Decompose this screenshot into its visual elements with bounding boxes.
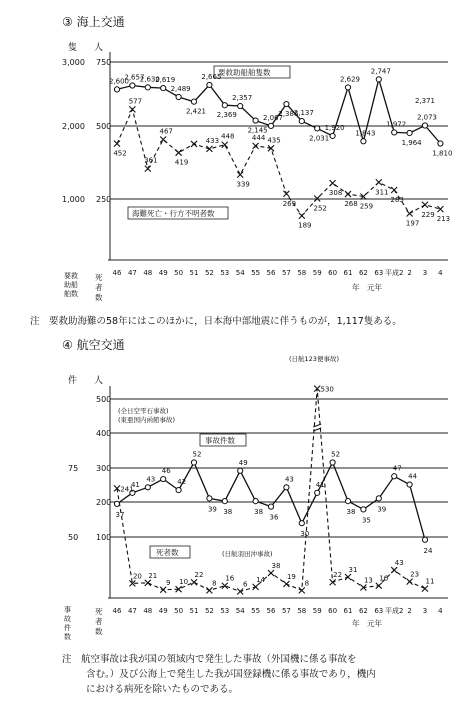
chart1-label-deaths-15: 268 (344, 200, 358, 209)
chart2-label-accidents-18: 47 (392, 464, 402, 473)
chart1-point-vessels-8 (238, 103, 243, 108)
chart2-point-deaths-8 (237, 589, 243, 595)
chart1-label-vessels-21: 1,810 (432, 149, 453, 158)
chart1-label-deaths-3: 467 (159, 127, 173, 136)
chart2-point-deaths-2 (145, 580, 151, 586)
chart1-point-vessels-5 (191, 99, 196, 104)
chart2-point-deaths-15 (345, 574, 351, 580)
chart2-point-accidents-15 (345, 499, 350, 504)
chart1-point-vessels-10 (268, 123, 273, 128)
chart1-x-tick-15: 61 (343, 269, 353, 277)
chart1-x-tick-5: 51 (189, 269, 199, 277)
chart1-point-deaths-17 (376, 179, 382, 185)
chart1-point-deaths-4 (176, 150, 182, 156)
chart2-left-tick-1: 50 (68, 533, 79, 542)
chart2-label-accidents-2: 43 (146, 475, 156, 484)
chart1-label-vessels-7: 2,369 (216, 111, 237, 120)
chart2-label-accidents-11: 43 (284, 475, 294, 484)
chart2-x-tick-6: 52 (204, 607, 214, 615)
chart2-label-deaths-13: 530 (320, 385, 334, 394)
chart1-point-vessels-14 (330, 133, 335, 138)
chart1-x-tick-8: 54 (235, 269, 245, 277)
chart2-label-deaths-3: 9 (165, 578, 171, 587)
chart2-label-accidents-10: 36 (269, 513, 279, 522)
chart1-point-vessels-19 (407, 130, 412, 135)
chart2-x-tick-2: 48 (143, 607, 153, 615)
chart2-point-accidents-11 (284, 485, 289, 490)
chart1-x-tick-9: 55 (251, 269, 261, 277)
chart2-point-accidents-5 (191, 460, 196, 465)
chart1-point-vessels-12 (299, 119, 304, 124)
chart1-x-tick-3: 49 (158, 269, 168, 277)
chart2-annotation-hakodate: (東亜国内函館事故) (118, 416, 176, 424)
chart2-point-accidents-10 (268, 504, 273, 509)
chart2-point-deaths-7 (222, 583, 228, 589)
chart2-x-tick-7: 53 (220, 607, 230, 615)
chart1-point-vessels-18 (392, 130, 397, 135)
chart2-x-tick-21: 4 (438, 607, 443, 615)
chart2-point-deaths-5 (191, 579, 197, 585)
chart1-x-tick-6: 52 (204, 269, 214, 277)
chart2-label-accidents-13: 41 (315, 480, 325, 489)
chart2-point-deaths-9 (253, 584, 259, 590)
chart2-label-accidents-3: 46 (161, 467, 171, 476)
chart2-point-deaths-18 (391, 567, 397, 573)
chart2-x-tick-13: 59 (312, 607, 322, 615)
chart1-label-vessels-5: 2,421 (185, 107, 207, 116)
chart2-point-deaths-6 (206, 587, 212, 593)
chart1-label-vessels-19: 1,964 (401, 138, 422, 147)
chart1-point-vessels-3 (161, 85, 166, 90)
chart2-label-deaths-5: 22 (194, 571, 204, 580)
chart2-note (62, 652, 462, 697)
chart2-annotation-haneda: (日航羽田沖事故) (222, 550, 273, 558)
chart1-point-vessels-0 (114, 87, 119, 92)
chart2-row-label-left: 事故件数 (64, 606, 71, 641)
chart2-x-tick-4: 50 (174, 607, 184, 615)
chart1-x-tick-7: 53 (220, 269, 230, 277)
chart1-x-tick-19: 2 (407, 269, 412, 277)
chart1-label-deaths-13: 252 (313, 204, 327, 213)
chart1-x-tick-21: 4 (438, 269, 443, 277)
chart2-right-tick-4: 100 (96, 533, 112, 542)
chart2-point-accidents-9 (253, 499, 258, 504)
chart1-point-vessels-17 (376, 77, 381, 82)
chart2-label-deaths-15: 31 (348, 566, 358, 575)
chart1-label-deaths-1: 577 (128, 97, 143, 106)
chart1-label-deaths-6: 433 (205, 136, 220, 145)
chart2-label-deaths-9: 14 (256, 575, 266, 584)
chart1-point-deaths-15 (345, 191, 351, 197)
chart2-label-deaths-14: 22 (333, 571, 343, 580)
chart1-label-vessels-10: 2,067 (262, 113, 284, 122)
chart2-point-accidents-13 (315, 490, 320, 495)
chart2-label-deaths-12: 8 (304, 579, 310, 588)
chart2-label-accidents-17: 39 (377, 505, 387, 514)
chart1-label-deaths-19: 197 (405, 219, 420, 228)
chart2-x-footnote: 年 元年 (352, 619, 382, 628)
chart1-point-vessels-11 (284, 101, 289, 106)
chart2-point-deaths-20 (422, 586, 428, 592)
chart2-x-tick-11: 57 (281, 607, 291, 615)
chart1-point-deaths-21 (437, 206, 443, 212)
chart2-label-accidents-8: 49 (238, 458, 248, 467)
chart1-point-deaths-0 (114, 141, 120, 147)
chart2-point-accidents-18 (392, 474, 397, 479)
chart1-label-deaths-14: 308 (328, 189, 343, 198)
chart2-legend-text-2: 死者数 (156, 548, 179, 557)
chart1-label-deaths-12: 189 (298, 221, 312, 230)
chart2-x-tick-20: 3 (422, 607, 428, 615)
chart1-label-vessels-17: 2,747 (370, 67, 391, 76)
chart1-right-tick-2: 250 (96, 195, 112, 204)
chart2-label-deaths-1: 20 (132, 572, 142, 581)
chart1-right-unit: 人 (94, 43, 104, 53)
chart2-label-deaths-4: 10 (179, 578, 189, 587)
chart1-point-vessels-16 (361, 139, 366, 144)
chart1-point-deaths-19 (407, 211, 413, 217)
chart2-point-accidents-2 (145, 485, 150, 490)
chart1-x-tick-16: 62 (358, 269, 368, 277)
chart1-legend-text-1: 要救助船舶隻数 (218, 68, 271, 77)
chart1-label-deaths-16: 259 (359, 202, 374, 211)
chart1-x-tick-12: 58 (297, 269, 307, 277)
chart2-left-unit: 件 (68, 376, 78, 386)
chart1-x-tick-1: 47 (127, 269, 137, 277)
chart1-point-vessels-9 (253, 118, 258, 123)
chart1-point-vessels-4 (176, 94, 181, 99)
chart1-note: 注 要救助海難の58年にはこのほかに，日本海中部地震に伴うものが，1,117隻ある。 (30, 316, 402, 327)
chart1-x-tick-11: 57 (281, 269, 291, 277)
chart2-label-accidents-15: 38 (346, 508, 356, 517)
chart2-point-deaths-12 (299, 587, 305, 593)
chart2-label-deaths-16: 13 (363, 576, 373, 585)
chart2-point-accidents-14 (330, 460, 335, 465)
chart2-point-accidents-6 (207, 496, 212, 501)
chart2-label-accidents-4: 42 (177, 478, 187, 487)
chart2-right-tick-2: 300 (96, 464, 112, 473)
chart1-label-vessels-12: 2,137 (293, 109, 314, 118)
chart1-left-unit: 隻 (68, 43, 78, 53)
chart2-point-accidents-20 (422, 537, 427, 542)
chart1-point-vessels-13 (315, 126, 320, 131)
chart1-label-vessels-16: 1,843 (355, 129, 376, 138)
chart1-point-vessels-21 (438, 141, 443, 146)
chart2-annotation-shizukuishi: (全日空雫石事故) (118, 407, 169, 415)
chart1-point-vessels-7 (222, 103, 227, 108)
chart1-x-tick-2: 48 (143, 269, 153, 277)
chart1-x-tick-18: 平成2 (384, 269, 404, 277)
chart1-label-vessels-8: 2,357 (232, 94, 253, 103)
chart1-point-deaths-11 (283, 191, 289, 197)
chart2-x-tick-14: 60 (328, 607, 338, 615)
chart1-point-deaths-2 (145, 166, 151, 172)
chart2-label-accidents-19: 44 (408, 472, 418, 481)
chart1-point-deaths-12 (299, 213, 305, 219)
chart2-right-tick-3: 200 (96, 498, 112, 507)
chart2-label-deaths-20: 11 (425, 577, 435, 586)
chart1-point-deaths-3 (160, 137, 166, 143)
chart1-label-deaths-7: 448 (221, 132, 235, 141)
chart2-x-tick-16: 62 (358, 607, 368, 615)
chart1-right-tick-1: 500 (96, 122, 112, 131)
chart1-label-vessels-0: 2,600 (108, 77, 130, 86)
chart1-label-deaths-20: 229 (421, 210, 435, 219)
chart1-label-deaths-17: 311 (375, 188, 389, 197)
chart2-label-deaths-19: 23 (410, 570, 420, 579)
chart2-point-accidents-16 (361, 507, 366, 512)
chart2-note-line-1: 注 航空事故は我が国の領域内で発生した事故（外国機に係る事故を (62, 654, 357, 665)
chart1-point-deaths-18 (391, 187, 397, 193)
chart2-label-accidents-9: 38 (254, 508, 264, 517)
chart2-x-tick-1: 47 (127, 607, 137, 615)
chart2-label-accidents-20: 24 (423, 546, 433, 555)
chart1-x-footnote: 年 元年 (352, 283, 382, 292)
chart1-label-deaths-0: 452 (113, 149, 127, 158)
chart1-x-tick-17: 63 (374, 269, 384, 277)
chart2-point-accidents-19 (407, 482, 412, 487)
chart1-x-tick-20: 3 (422, 269, 428, 277)
chart1-label-deaths-11: 269 (282, 199, 297, 208)
chart1-point-vessels-6 (207, 82, 212, 87)
chart2-label-accidents-6: 39 (207, 505, 217, 514)
chart1-label-vessels-13: 2,031 (309, 134, 330, 143)
chart1-label-deaths-21: 213 (436, 215, 451, 224)
chart1-point-deaths-13 (314, 195, 320, 201)
chart2-label-accidents-5: 52 (192, 450, 202, 459)
chart2-point-accidents-7 (222, 499, 227, 504)
chart2-point-accidents-3 (161, 476, 166, 481)
chart1-row-label-left: 要救助船舶数 (64, 272, 78, 298)
chart2-label-deaths-6: 8 (212, 579, 217, 588)
chart1-left-tick-1: 2,000 (62, 122, 85, 131)
chart2-point-deaths-11 (283, 581, 289, 587)
chart1-point-deaths-14 (330, 180, 336, 186)
chart1-label-vessels-18: 1,972 (386, 120, 407, 129)
chart1-x-tick-4: 50 (174, 269, 184, 277)
chart1-label-vessels-4: 2,489 (170, 85, 191, 94)
chart2-x-tick-3: 49 (158, 607, 168, 615)
chart2-point-deaths-3 (160, 587, 166, 593)
chart1-point-vessels-2 (145, 85, 150, 90)
chart2-point-deaths-10 (268, 570, 274, 576)
chart2-label-deaths-7: 16 (225, 574, 235, 583)
chart1-label-vessels-14: 1,920 (324, 123, 345, 132)
chart2-right-tick-1: 400 (96, 429, 112, 438)
chart1-right-tick-0: 750 (96, 58, 112, 67)
chart1-point-deaths-6 (206, 146, 212, 152)
chart2-x-tick-17: 63 (374, 607, 384, 615)
chart2-right-unit: 人 (94, 376, 104, 386)
chart2-note-line-3: における病死を除いたものである。 (86, 684, 239, 695)
chart2-label-accidents-7: 38 (223, 508, 233, 517)
chart1-x-tick-13: 59 (312, 269, 322, 277)
chart1-point-deaths-5 (191, 141, 197, 147)
chart2-point-accidents-12 (299, 521, 304, 526)
chart2-label-accidents-14: 52 (331, 450, 341, 459)
chart2-label-deaths-17: 16 (379, 574, 389, 583)
chart2-label-deaths-2: 21 (148, 571, 158, 580)
chart2-x-tick-0: 46 (112, 607, 122, 615)
chart2-x-tick-10: 56 (266, 607, 276, 615)
chart2-point-accidents-0 (114, 501, 119, 506)
chart2-left-tick-0: 75 (68, 464, 79, 473)
chart1-point-vessels-20 (422, 123, 427, 128)
chart2-legend-text-1: 事故件数 (205, 436, 235, 445)
chart1-left-tick-2: 1,000 (62, 195, 85, 204)
chart2-x-tick-8: 54 (235, 607, 245, 615)
chart1-label-deaths-2: 361 (144, 156, 158, 165)
chart1-label-deaths-18: 283 (390, 195, 404, 204)
chart1-label-vessels-20: 2,073 (416, 113, 438, 122)
chart2-x-tick-12: 58 (297, 607, 307, 615)
chart2-label-accidents-12: 30 (300, 530, 310, 539)
chart2-label-deaths-10: 38 (271, 561, 281, 570)
chart2-right-tick-0: 500 (96, 395, 112, 404)
chart2-label-accidents-0: 37 (115, 510, 125, 519)
chart2-label-deaths-0: 241 (120, 485, 134, 494)
chart1-x-tick-14: 60 (328, 269, 338, 277)
chart2-point-accidents-17 (376, 496, 381, 501)
chart1-point-deaths-9 (253, 143, 259, 149)
chart1-title: ③ 海上交通 (62, 15, 125, 29)
chart1-label-vessels-9: 2,145 (247, 126, 268, 135)
chart1-point-deaths-8 (237, 172, 243, 178)
chart2-x-tick-19: 2 (407, 607, 412, 615)
chart2-note-line-2: 含む。）及び公海上で発生した我が国登録機に係る事故であり，機内 (86, 669, 376, 680)
chart1-label-vessels-1: 2,657 (124, 73, 145, 82)
chart1-legend-text-2: 海難死亡・行方不明者数 (132, 209, 215, 218)
chart1-label-vessels-3: 2,619 (155, 76, 176, 85)
chart1-row-label-right: 死者数 (95, 273, 103, 302)
chart1-x-tick-10: 56 (266, 269, 276, 277)
chart2-row-label-right: 死者数 (95, 607, 103, 636)
chart1-label-deaths-4: 419 (174, 158, 189, 167)
chart2-point-deaths-14 (330, 579, 336, 585)
chart1-label-deaths-10: 435 (267, 136, 281, 145)
chart2-label-deaths-8: 6 (242, 580, 248, 589)
chart1-x-tick-0: 46 (112, 269, 122, 277)
chart1-label-vessels-2: 2,630 (139, 75, 160, 84)
chart1-left-tick-0: 3,000 (62, 58, 85, 67)
chart2-point-accidents-8 (238, 468, 243, 473)
chart2-annotation-jal123: (日航123便事故) (289, 355, 339, 363)
chart2-label-accidents-1: 41 (130, 480, 140, 489)
chart2-point-accidents-4 (176, 487, 181, 492)
chart1-point-deaths-20 (422, 202, 428, 208)
chart1-label-vessels-extra: 2,371 (414, 97, 436, 106)
chart1-label-vessels-6: 2,665 (201, 72, 222, 81)
chart1-point-vessels-15 (345, 85, 350, 90)
chart1-label-vessels-11: 2,386 (278, 110, 299, 119)
chart2-x-tick-5: 51 (189, 607, 199, 615)
chart2-x-tick-18: 平成2 (384, 607, 404, 615)
chart1-label-deaths-8: 339 (236, 180, 250, 189)
chart2-x-tick-15: 61 (343, 607, 353, 615)
chart2-label-deaths-18: 43 (394, 559, 404, 568)
chart1-point-deaths-1 (129, 106, 135, 112)
chart1-label-vessels-15: 2,629 (339, 75, 361, 84)
chart1-point-vessels-1 (130, 83, 135, 88)
chart2-x-tick-9: 55 (251, 607, 261, 615)
chart1-label-deaths-9: 444 (251, 133, 266, 142)
chart2-title: ④ 航空交通 (62, 338, 125, 352)
chart2-point-deaths-19 (407, 579, 413, 585)
chart2-label-deaths-11: 19 (286, 572, 296, 581)
chart2-label-accidents-16: 35 (361, 516, 371, 525)
